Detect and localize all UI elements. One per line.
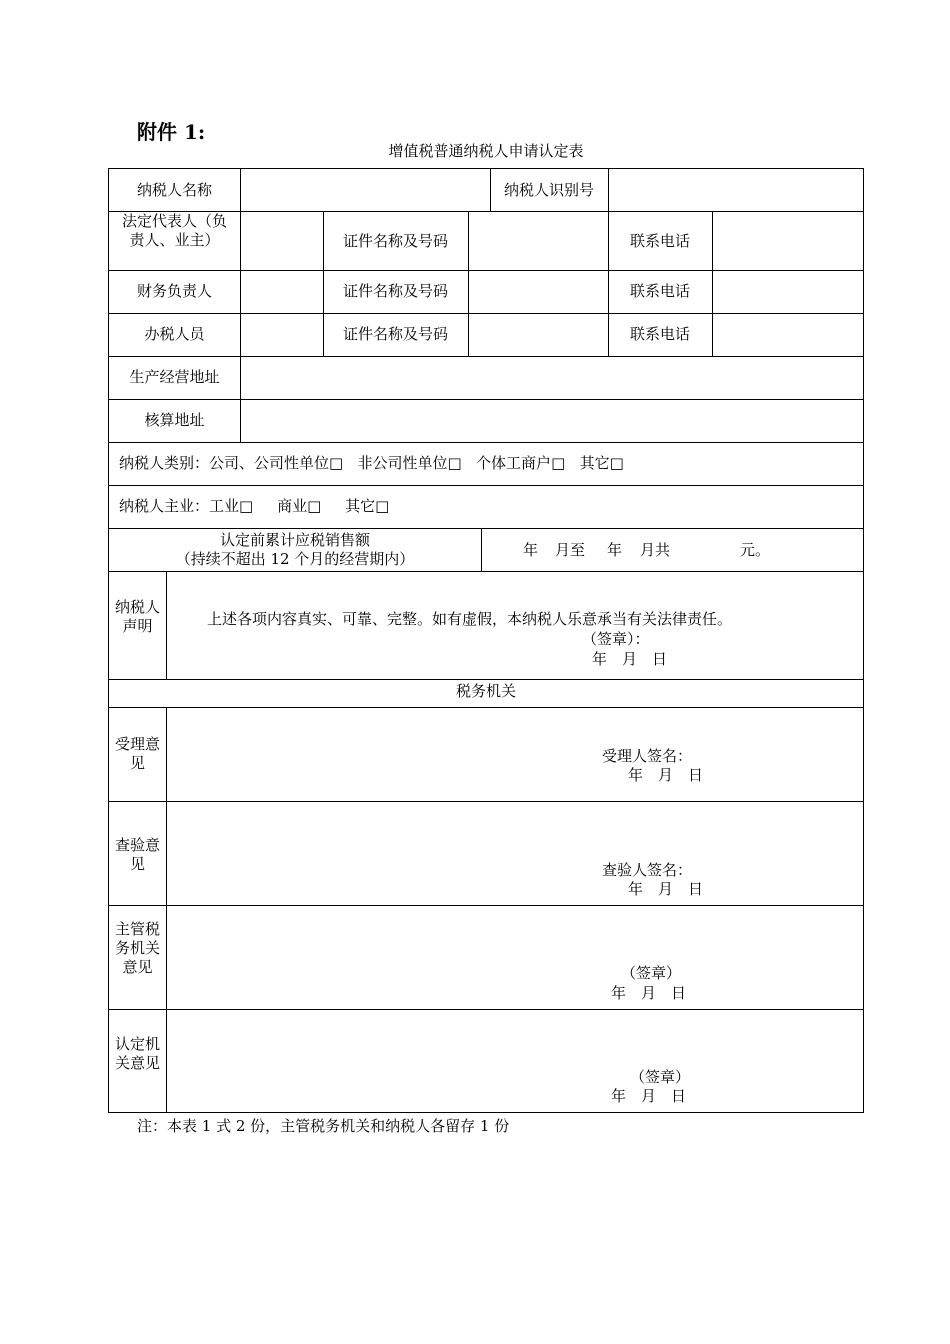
taxpayer-category-row xyxy=(119,454,624,473)
declaration-text: 上述各项内容真实、可靠、完整。如有虚假，本纳税人乐意承当有关法律责任。 xyxy=(207,610,733,628)
finance-manager-label: 财务负责人 xyxy=(136,282,212,300)
checkbox-non-company[interactable]: □ xyxy=(447,454,462,472)
checkbox-category-other[interactable]: □ xyxy=(609,454,624,472)
inspection-opinion-label: 查验意见 xyxy=(115,836,161,873)
tax-officer-label: 办税人员 xyxy=(144,325,205,343)
acceptance-signature: 受理人签名： xyxy=(602,747,693,765)
legal-representative-label: 法定代表人（负责人、业主） xyxy=(121,212,227,249)
tax-officer-phone-label: 联系电话 xyxy=(629,325,690,343)
finance-cert-label: 证件名称及号码 xyxy=(342,282,448,300)
declaration-seal: （签章）： xyxy=(582,630,650,648)
declaration-date: 年 月 日 xyxy=(592,650,668,668)
tax-officer-cert-label: 证件名称及号码 xyxy=(342,325,448,343)
form-title: 增值税普通纳税人申请认定表 xyxy=(388,142,584,160)
finance-phone-label: 联系电话 xyxy=(629,282,690,300)
competent-authority-date: 年 月 日 xyxy=(611,984,687,1002)
sales-month-total: 月共 xyxy=(640,541,671,559)
business-label: 纳税人主业： xyxy=(119,497,210,515)
accounting-address-label: 核算地址 xyxy=(144,411,205,429)
category-option-other: 其它 xyxy=(579,454,610,472)
recognition-authority-date: 年 月 日 xyxy=(611,1087,687,1105)
attachment-label: 附件 1: xyxy=(137,120,206,144)
category-label: 纳税人类别： xyxy=(119,454,210,472)
taxpayer-id-label: 纳税人识别号 xyxy=(503,181,594,199)
legal-rep-cert-label: 证件名称及号码 xyxy=(342,232,448,250)
sales-year-2: 年 xyxy=(607,541,623,559)
checkbox-business-other[interactable]: □ xyxy=(375,497,390,515)
competent-authority-seal: （签章） xyxy=(621,964,682,982)
business-option-commerce: 商业 xyxy=(277,497,308,515)
sales-year-1: 年 xyxy=(523,541,539,559)
business-option-other: 其它 xyxy=(345,497,376,515)
acceptance-date: 年 月 日 xyxy=(628,766,704,784)
inspection-signature: 查验人签名： xyxy=(602,861,693,879)
checkbox-industry[interactable]: □ xyxy=(239,497,254,515)
inspection-date: 年 月 日 xyxy=(628,880,704,898)
sales-yuan: 元。 xyxy=(740,541,771,559)
declaration-label: 纳税人声明 xyxy=(115,598,161,635)
category-option-individual: 个体工商户 xyxy=(476,454,552,472)
acceptance-opinion-label: 受理意见 xyxy=(115,735,161,772)
competent-authority-opinion-label: 主管税务机关意见 xyxy=(115,920,161,976)
taxpayer-business-row xyxy=(119,497,389,516)
sales-period-label: （持续不超出 12 个月的经营期内） xyxy=(175,550,415,568)
category-option-company: 公司、公司性单位 xyxy=(209,454,330,472)
checkbox-individual[interactable]: □ xyxy=(551,454,566,472)
taxpayer-name-label: 纳税人名称 xyxy=(136,181,212,199)
category-option-non-company: 非公司性单位 xyxy=(357,454,448,472)
checkbox-company[interactable]: □ xyxy=(329,454,344,472)
checkbox-commerce[interactable]: □ xyxy=(307,497,322,515)
footnote: 注：本表 1 式 2 份，主管税务机关和纳税人各留存 1 份 xyxy=(137,1117,510,1135)
application-table xyxy=(108,168,864,1113)
recognition-authority-opinion-label: 认定机关意见 xyxy=(115,1035,161,1072)
sales-amount-label: 认定前累计应税销售额 xyxy=(219,531,370,549)
business-address-label: 生产经营地址 xyxy=(129,368,220,386)
tax-authority-header: 税务机关 xyxy=(455,682,516,700)
business-option-industry: 工业 xyxy=(209,497,240,515)
sales-month-to: 月至 xyxy=(555,541,586,559)
recognition-authority-seal: （签章） xyxy=(630,1068,691,1086)
legal-rep-phone-label: 联系电话 xyxy=(629,232,690,250)
